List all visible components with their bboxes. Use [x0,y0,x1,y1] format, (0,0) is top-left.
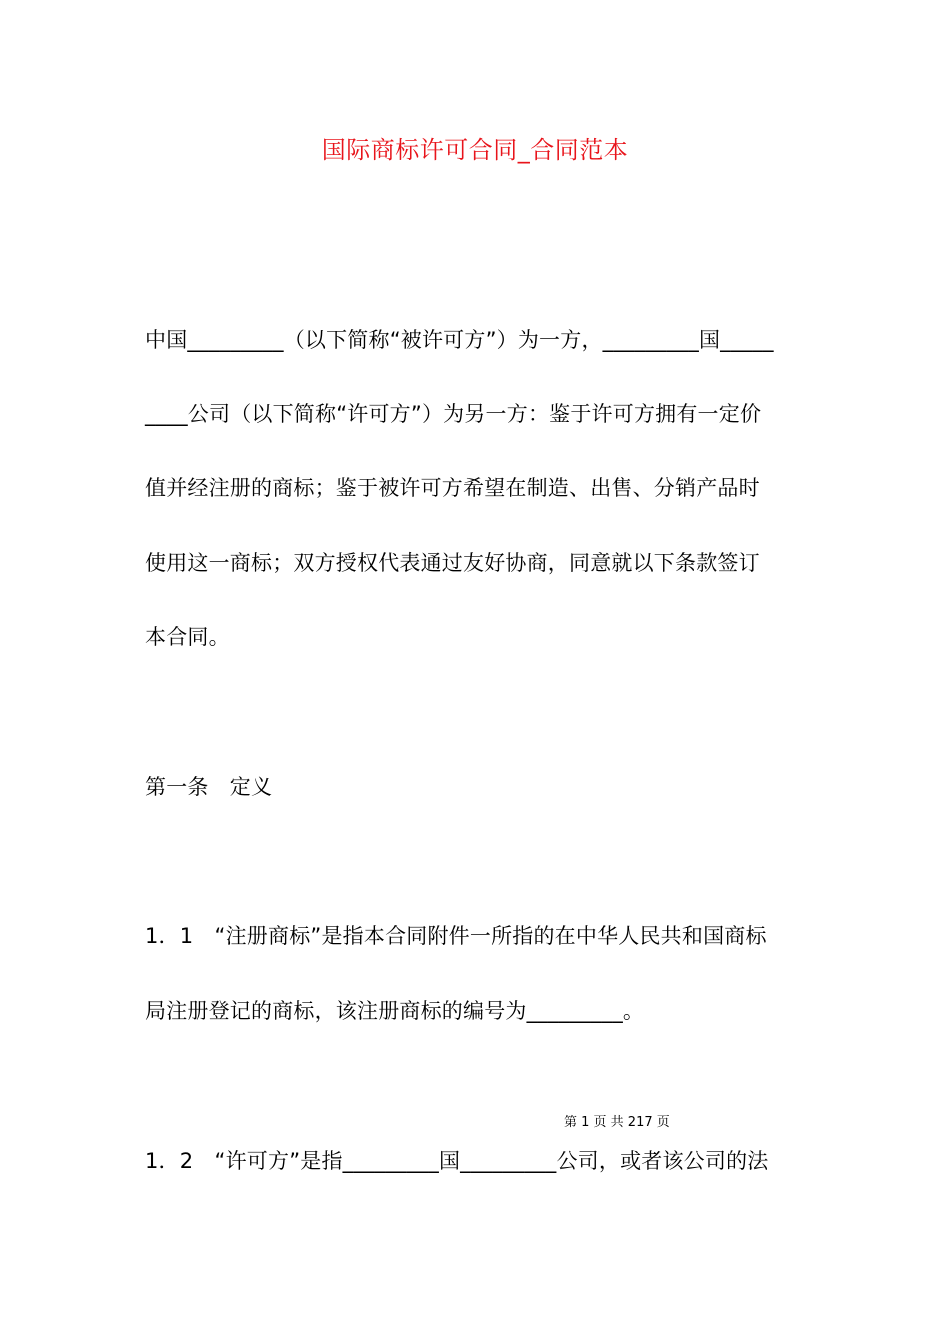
preamble-line-4: 使用这一商标；双方授权代表通过友好协商，同意就以下条款签订 [145,551,760,575]
clause-1-1-line-1: 1．1 “注册商标”是指本合同附件一所指的在中华人民共和国商标 [145,924,767,948]
page-footer: 第 1 页 共 217 页 [564,1115,670,1130]
preamble-line-3: 值并经注册的商标；鉴于被许可方希望在制造、出售、分销产品时 [145,476,760,500]
clause-1-2-line-1: 1．2 “许可方”是指_________国_________公司，或者该公司的法 [145,1149,769,1173]
article-1-heading: 第一条 定义 [145,775,273,799]
preamble-line-2: ____公司（以下简称“许可方”）为另一方：鉴于许可方拥有一定价 [145,402,762,426]
preamble-line-5: 本合同。 [145,625,230,649]
document-title: 国际商标许可合同_合同范本 [321,136,629,164]
clause-1-1-line-2: 局注册登记的商标，该注册商标的编号为_________。 [145,999,645,1023]
preamble-line-1: 中国_________（以下简称“被许可方”）为一方，_________国_____ [145,328,774,352]
